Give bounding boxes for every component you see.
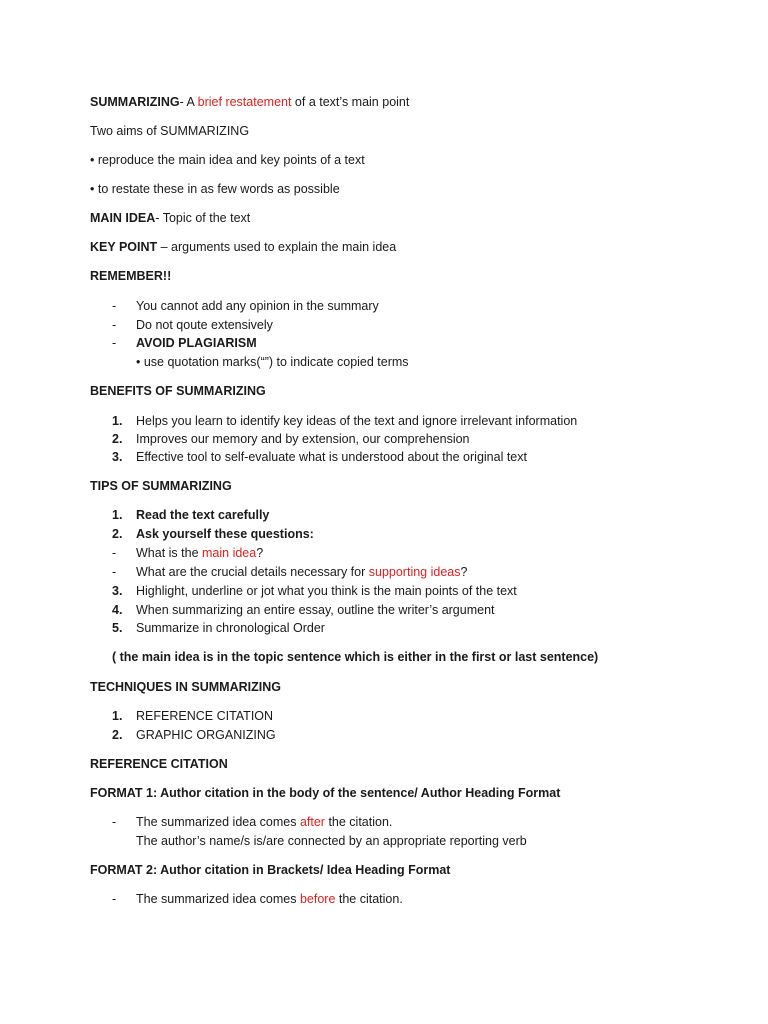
remember-subitem: • use quotation marks(“”) to indicate copied terms	[136, 355, 409, 369]
benefit-item-2: Improves our memory and by extension, our comprehension	[136, 432, 470, 446]
tip-item-1: Read the text carefully	[136, 508, 270, 522]
format1-heading: FORMAT 1: Author citation in the body of the sentence/ Author Heading Format	[90, 786, 561, 800]
aim-item-2: • to restate these in as few words as possible	[90, 182, 340, 196]
format1-item-line2: The author’s name/s is/are connected by an appropriate reporting verb	[136, 834, 527, 848]
tip-item-5: Summarize in chronological Order	[136, 621, 325, 635]
list-marker: -	[112, 815, 117, 829]
list-marker: -	[112, 318, 117, 332]
benefits-heading: BENEFITS OF SUMMARIZING	[90, 384, 266, 398]
list-number: 2.	[112, 527, 123, 541]
list-marker: -	[112, 299, 117, 313]
format2-item: The summarized idea comes before the citation.	[136, 892, 403, 906]
tips-note: ( the main idea is in the topic sentence which is either in the first or last sentence)	[112, 650, 599, 664]
list-number: 4.	[112, 603, 123, 617]
list-number: 3.	[112, 450, 123, 464]
tip-question-1: What is the main idea?	[136, 546, 264, 560]
list-number: 1.	[112, 508, 123, 522]
tip-question-2: What are the crucial details necessary for supporting ideas?	[136, 565, 468, 579]
technique-item-2: GRAPHIC ORGANIZING	[136, 728, 276, 742]
two-aims-line: Two aims of SUMMARIZING	[90, 124, 250, 138]
technique-item-1: REFERENCE CITATION	[136, 709, 274, 723]
tip-item-4: When summarizing an entire essay, outline the writer’s argument	[136, 603, 495, 617]
aim-item-1: • reproduce the main idea and key points of a text	[90, 153, 365, 167]
remember-heading: REMEMBER!!	[90, 269, 172, 283]
tip-item-2: Ask yourself these questions:	[136, 527, 314, 541]
techniques-heading: TECHNIQUES IN SUMMARIZING	[90, 680, 281, 694]
benefit-item-3: Effective tool to self-evaluate what is understood about the original text	[136, 450, 527, 464]
list-number: 5.	[112, 621, 123, 635]
format2-heading: FORMAT 2: Author citation in Brackets/ Idea Heading Format	[90, 863, 451, 877]
list-marker: -	[112, 546, 117, 560]
reference-citation-heading: REFERENCE CITATION	[90, 757, 228, 771]
list-number: 1.	[112, 414, 123, 428]
benefit-item-1: Helps you learn to identify key ideas of the text and ignore irrelevant information	[136, 414, 578, 428]
summarizing-definition: SUMMARIZING- A brief restatement of a text’s main point	[90, 95, 410, 109]
remember-item-1: You cannot add any opinion in the summary	[136, 299, 379, 313]
key-point-definition: KEY POINT – arguments used to explain the main idea	[90, 240, 397, 254]
tips-heading: TIPS OF SUMMARIZING	[90, 479, 232, 493]
list-number: 3.	[112, 584, 123, 598]
tip-item-3: Highlight, underline or jot what you think is the main points of the text	[136, 584, 517, 598]
list-marker: -	[112, 565, 117, 579]
list-number: 2.	[112, 432, 123, 446]
list-marker: -	[112, 892, 117, 906]
list-marker: -	[112, 336, 117, 350]
list-number: 1.	[112, 709, 123, 723]
list-number: 2.	[112, 728, 123, 742]
main-idea-definition: MAIN IDEA- Topic of the text	[90, 211, 251, 225]
remember-item-3: AVOID PLAGIARISM	[136, 336, 257, 350]
remember-item-2: Do not qoute extensively	[136, 318, 273, 332]
format1-item: The summarized idea comes after the citation.	[136, 815, 393, 829]
